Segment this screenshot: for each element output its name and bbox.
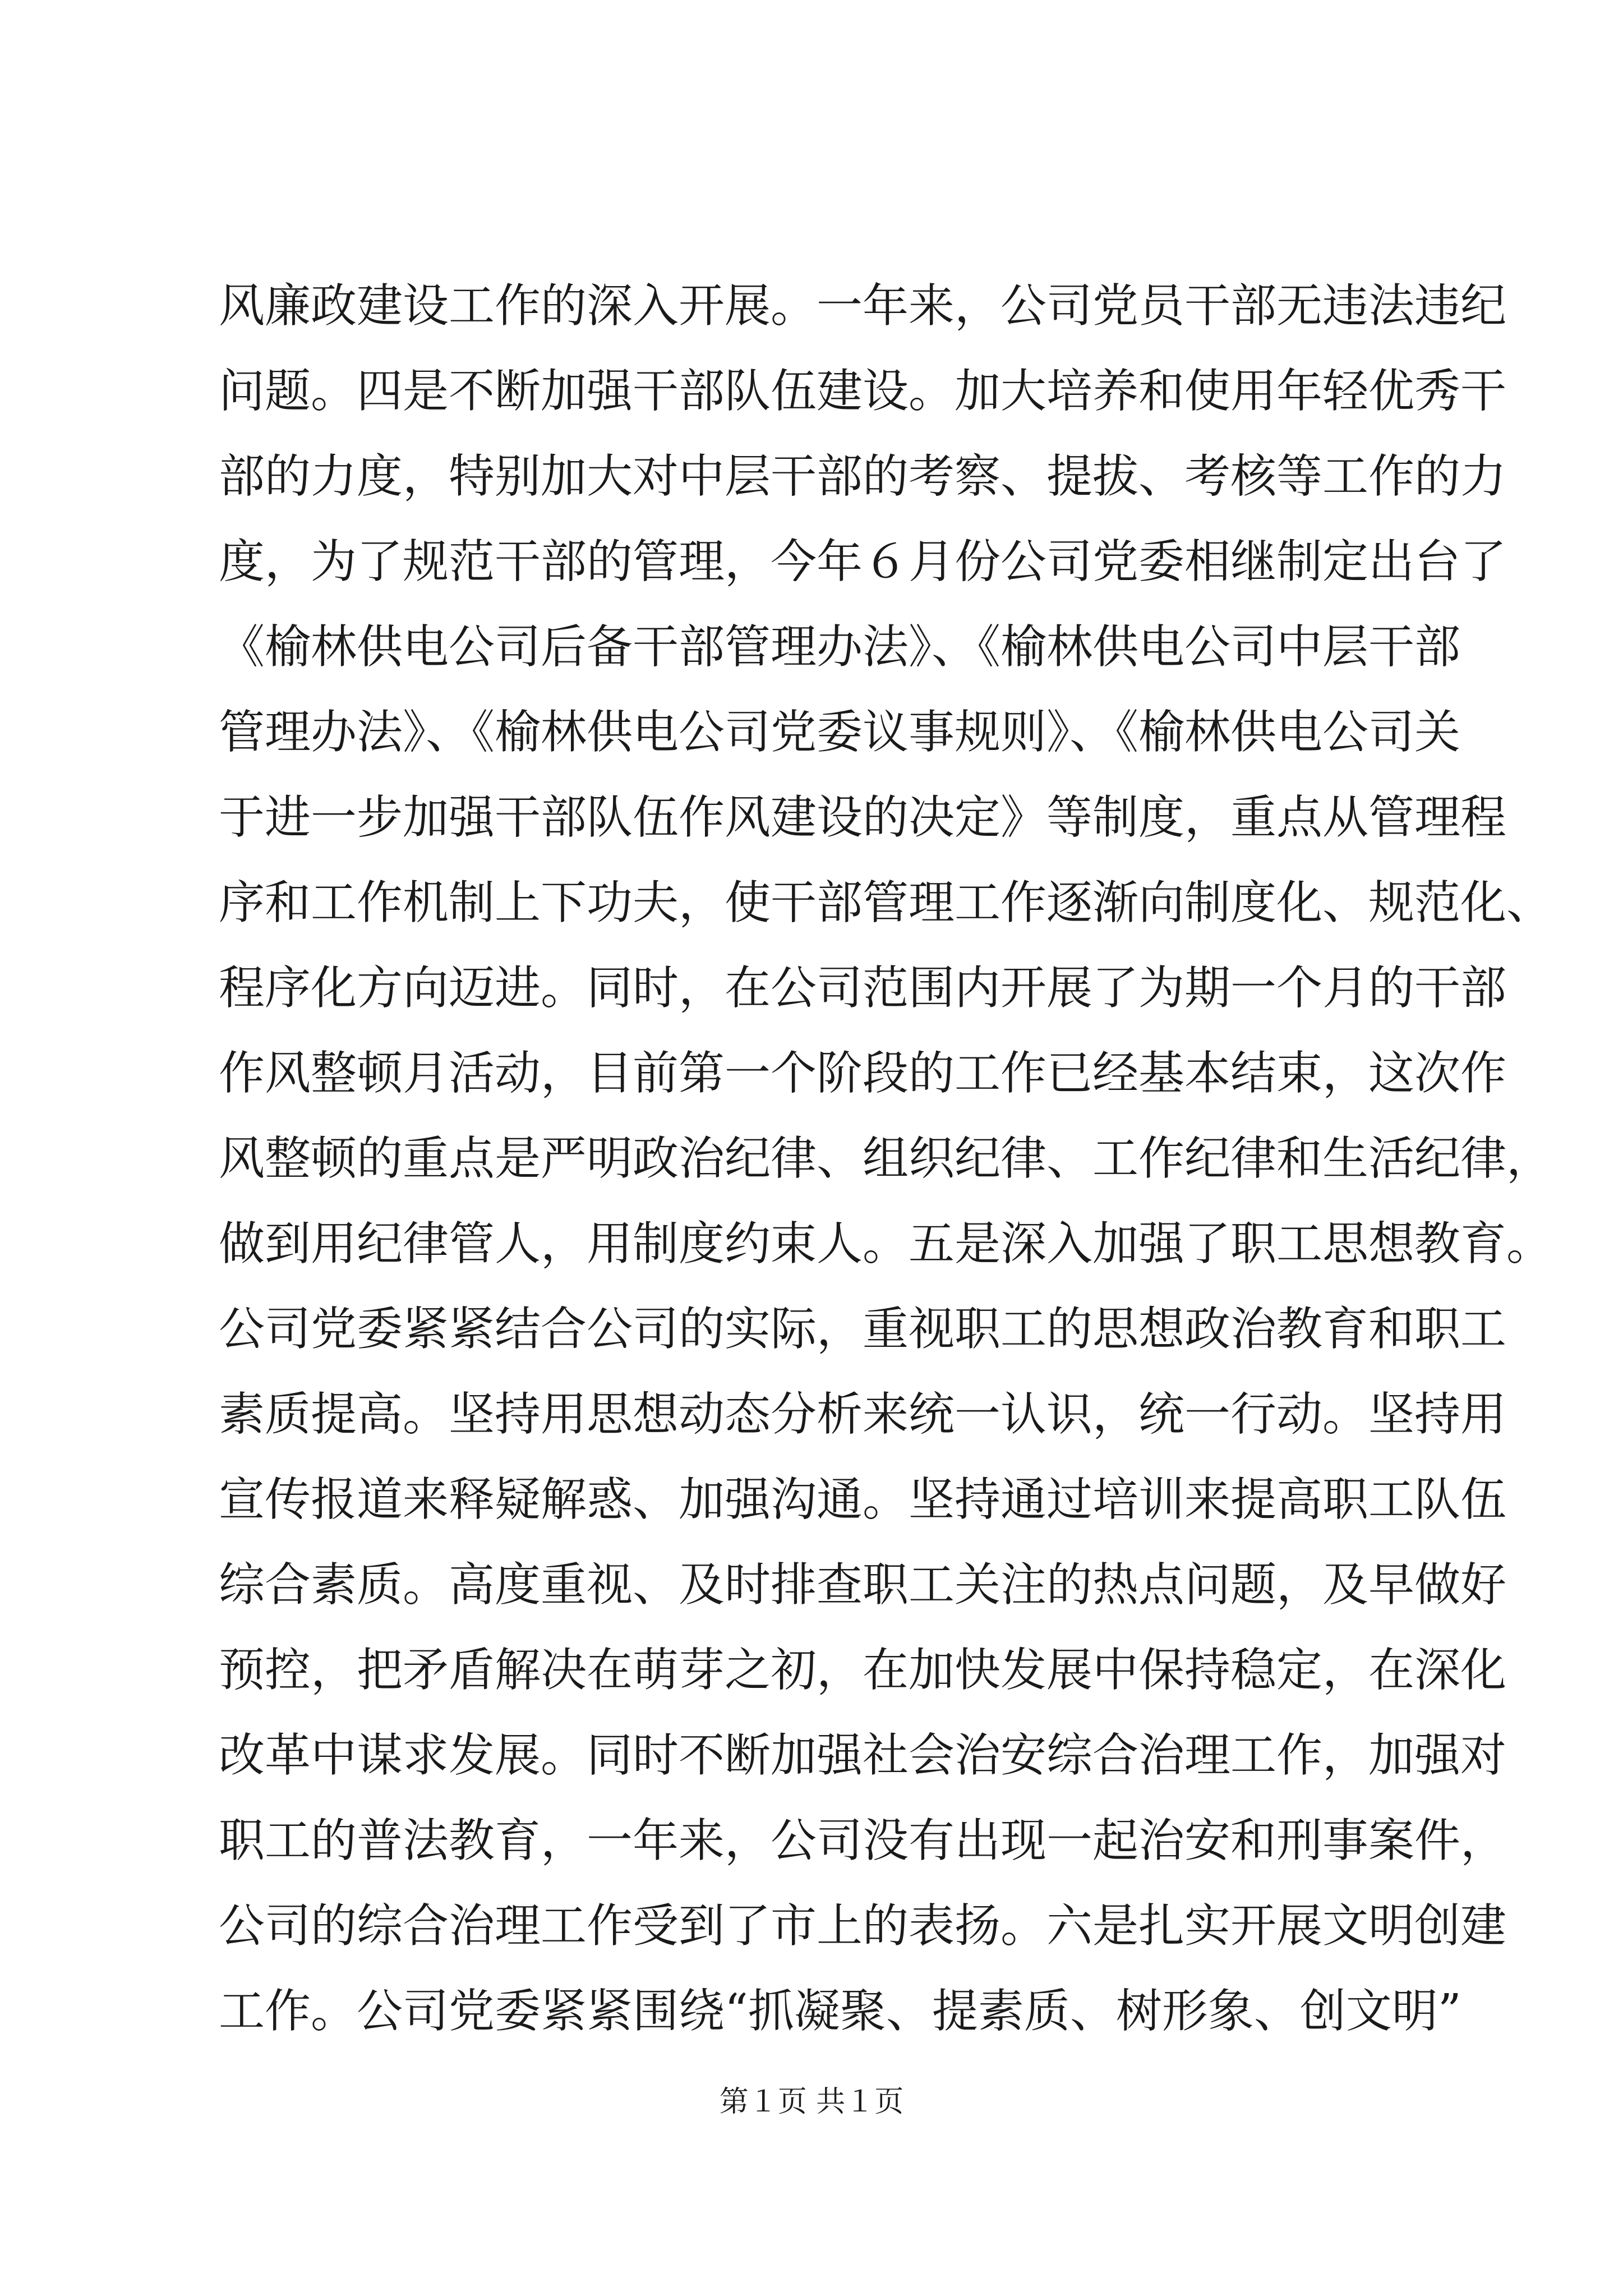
text-line: 部的力度，特别加大对中层干部的考察、提拔、考核等工作的力 (219, 450, 1507, 503)
text-line: 改革中谋求发展。同时不断加强社会治安综合治理工作，加强对 (219, 1729, 1507, 1782)
text-line: 问题。四是不断加强干部队伍建设。加大培养和使用年轻优秀干 (219, 365, 1507, 418)
text-line: 综合素质。高度重视、及时排查职工关注的热点问题，及早做好 (219, 1558, 1507, 1612)
text-line: 职工的普法教育，一年来，公司没有出现一起治安和刑事案件， (219, 1814, 1507, 1867)
body-text (219, 264, 1553, 2054)
text-line: 度，为了规范干部的管理，今年６月份公司党委相继制定出台了 (219, 535, 1507, 588)
text-line: 公司的综合治理工作受到了市上的表扬。六是扎实开展文明创建 (219, 1899, 1507, 1953)
text-line: 作风整顿月活动，目前第一个阶段的工作已经基本结束，这次作 (219, 1047, 1507, 1100)
text-line: 公司党委紧紧结合公司的实际，重视职工的思想政治教育和职工 (219, 1303, 1507, 1356)
text-line: 《榆林供电公司后备干部管理办法》、《榆林供电公司中层干部 (219, 620, 1461, 674)
text-line: 程序化方向迈进。同时，在公司范围内开展了为期一个月的干部 (219, 961, 1507, 1015)
text-line: 管理办法》、《榆林供电公司党委议事规则》、《榆林供电公司关 (219, 706, 1461, 759)
text-line: 宣传报道来释疑解惑、加强沟通。坚持通过培训来提高职工队伍 (219, 1473, 1507, 1526)
text-line: 于进一步加强干部队伍作风建设的决定》等制度，重点从管理程 (219, 791, 1507, 844)
text-line: 风整顿的重点是严明政治纪律、组织纪律、工作纪律和生活纪律， (219, 1132, 1553, 1185)
text-line: 做到用纪律管人，用制度约束人。五是深入加强了职工思想教育。 (219, 1217, 1553, 1271)
text-line: 风廉政建设工作的深入开展。一年来，公司党员干部无违法违纪 (219, 279, 1507, 333)
text-line: 工作。公司党委紧紧围绕“抓凝聚、提素质、树形象、创文明” (219, 1985, 1461, 2038)
text-line: 预控，把矛盾解决在萌芽之初，在加快发展中保持稳定，在深化 (219, 1644, 1507, 1697)
page-footer: 第１页 共１页 (719, 2085, 904, 2119)
text-line: 素质提高。坚持用思想动态分析来统一认识，统一行动。坚持用 (219, 1388, 1507, 1441)
text-line: 序和工作机制上下功夫，使干部管理工作逐渐向制度化、规范化、 (219, 876, 1553, 930)
